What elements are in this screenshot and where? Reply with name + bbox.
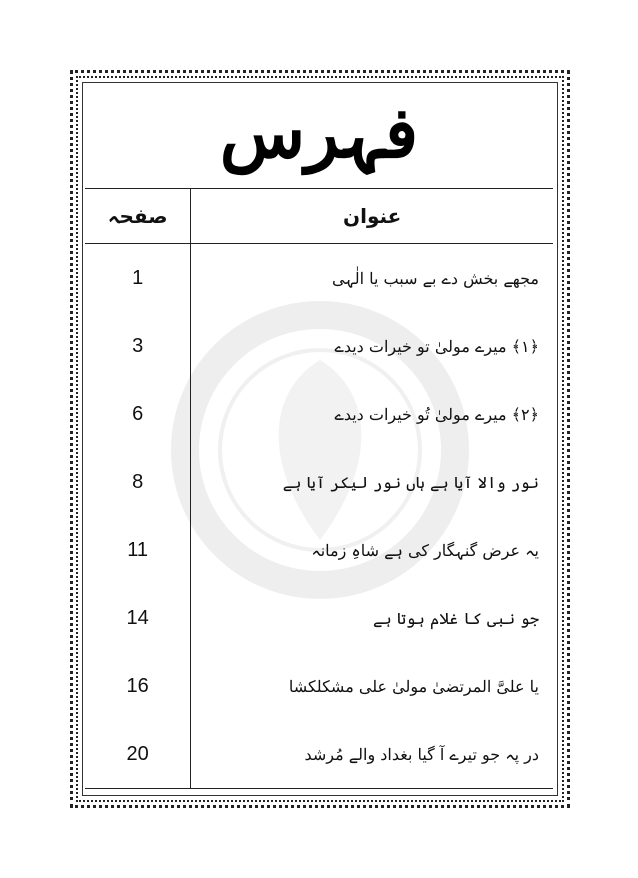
entry-page: 1: [132, 266, 144, 289]
table-row[interactable]: [85, 312, 553, 380]
entry-title: یا علیَّ المرتضیٰ مولیٰ علی مشکلکشا: [191, 652, 553, 720]
entry-title: ﴿۲﴾ میرے مولیٰ تُو خیرات دیدے: [191, 380, 553, 448]
contents-table: [85, 188, 553, 789]
header-title: عنوان: [191, 189, 553, 244]
entry-page: 3: [132, 334, 144, 357]
entry-page: 20: [85, 720, 191, 789]
table-row[interactable]: [85, 244, 553, 313]
page-title: فہرس: [219, 91, 419, 174]
table-row[interactable]: [85, 584, 553, 652]
entry-title: ﴿۱﴾ میرے مولیٰ تو خیرات دیدے: [191, 312, 553, 380]
entry-page: 6: [132, 402, 144, 425]
entry-title: جو نبی کا غلام ہوتا ہے: [191, 584, 553, 652]
entry-page: 14: [126, 606, 149, 629]
table-row[interactable]: [85, 516, 553, 584]
entry-page: 16: [126, 674, 149, 697]
entry-page: 11: [127, 538, 149, 561]
table-row[interactable]: [85, 652, 553, 720]
entry-title: مجھے بخش دے بے سبب یا الٰہی: [191, 244, 553, 313]
header-page: صفحہ: [85, 189, 191, 244]
table-row[interactable]: [85, 448, 553, 516]
table-row[interactable]: [85, 380, 553, 448]
table-row[interactable]: [85, 720, 553, 789]
entry-title: یہ عرض گنہگار کی ہے شاہِ زمانہ: [191, 516, 553, 584]
entry-title: نور والا آیا ہے ہاں نور لیکر آیا ہے: [191, 448, 553, 516]
entry-page: 8: [132, 470, 144, 493]
entry-title: در پہ جو تیرے آ گیا بغداد والے مُرشد: [191, 720, 553, 789]
